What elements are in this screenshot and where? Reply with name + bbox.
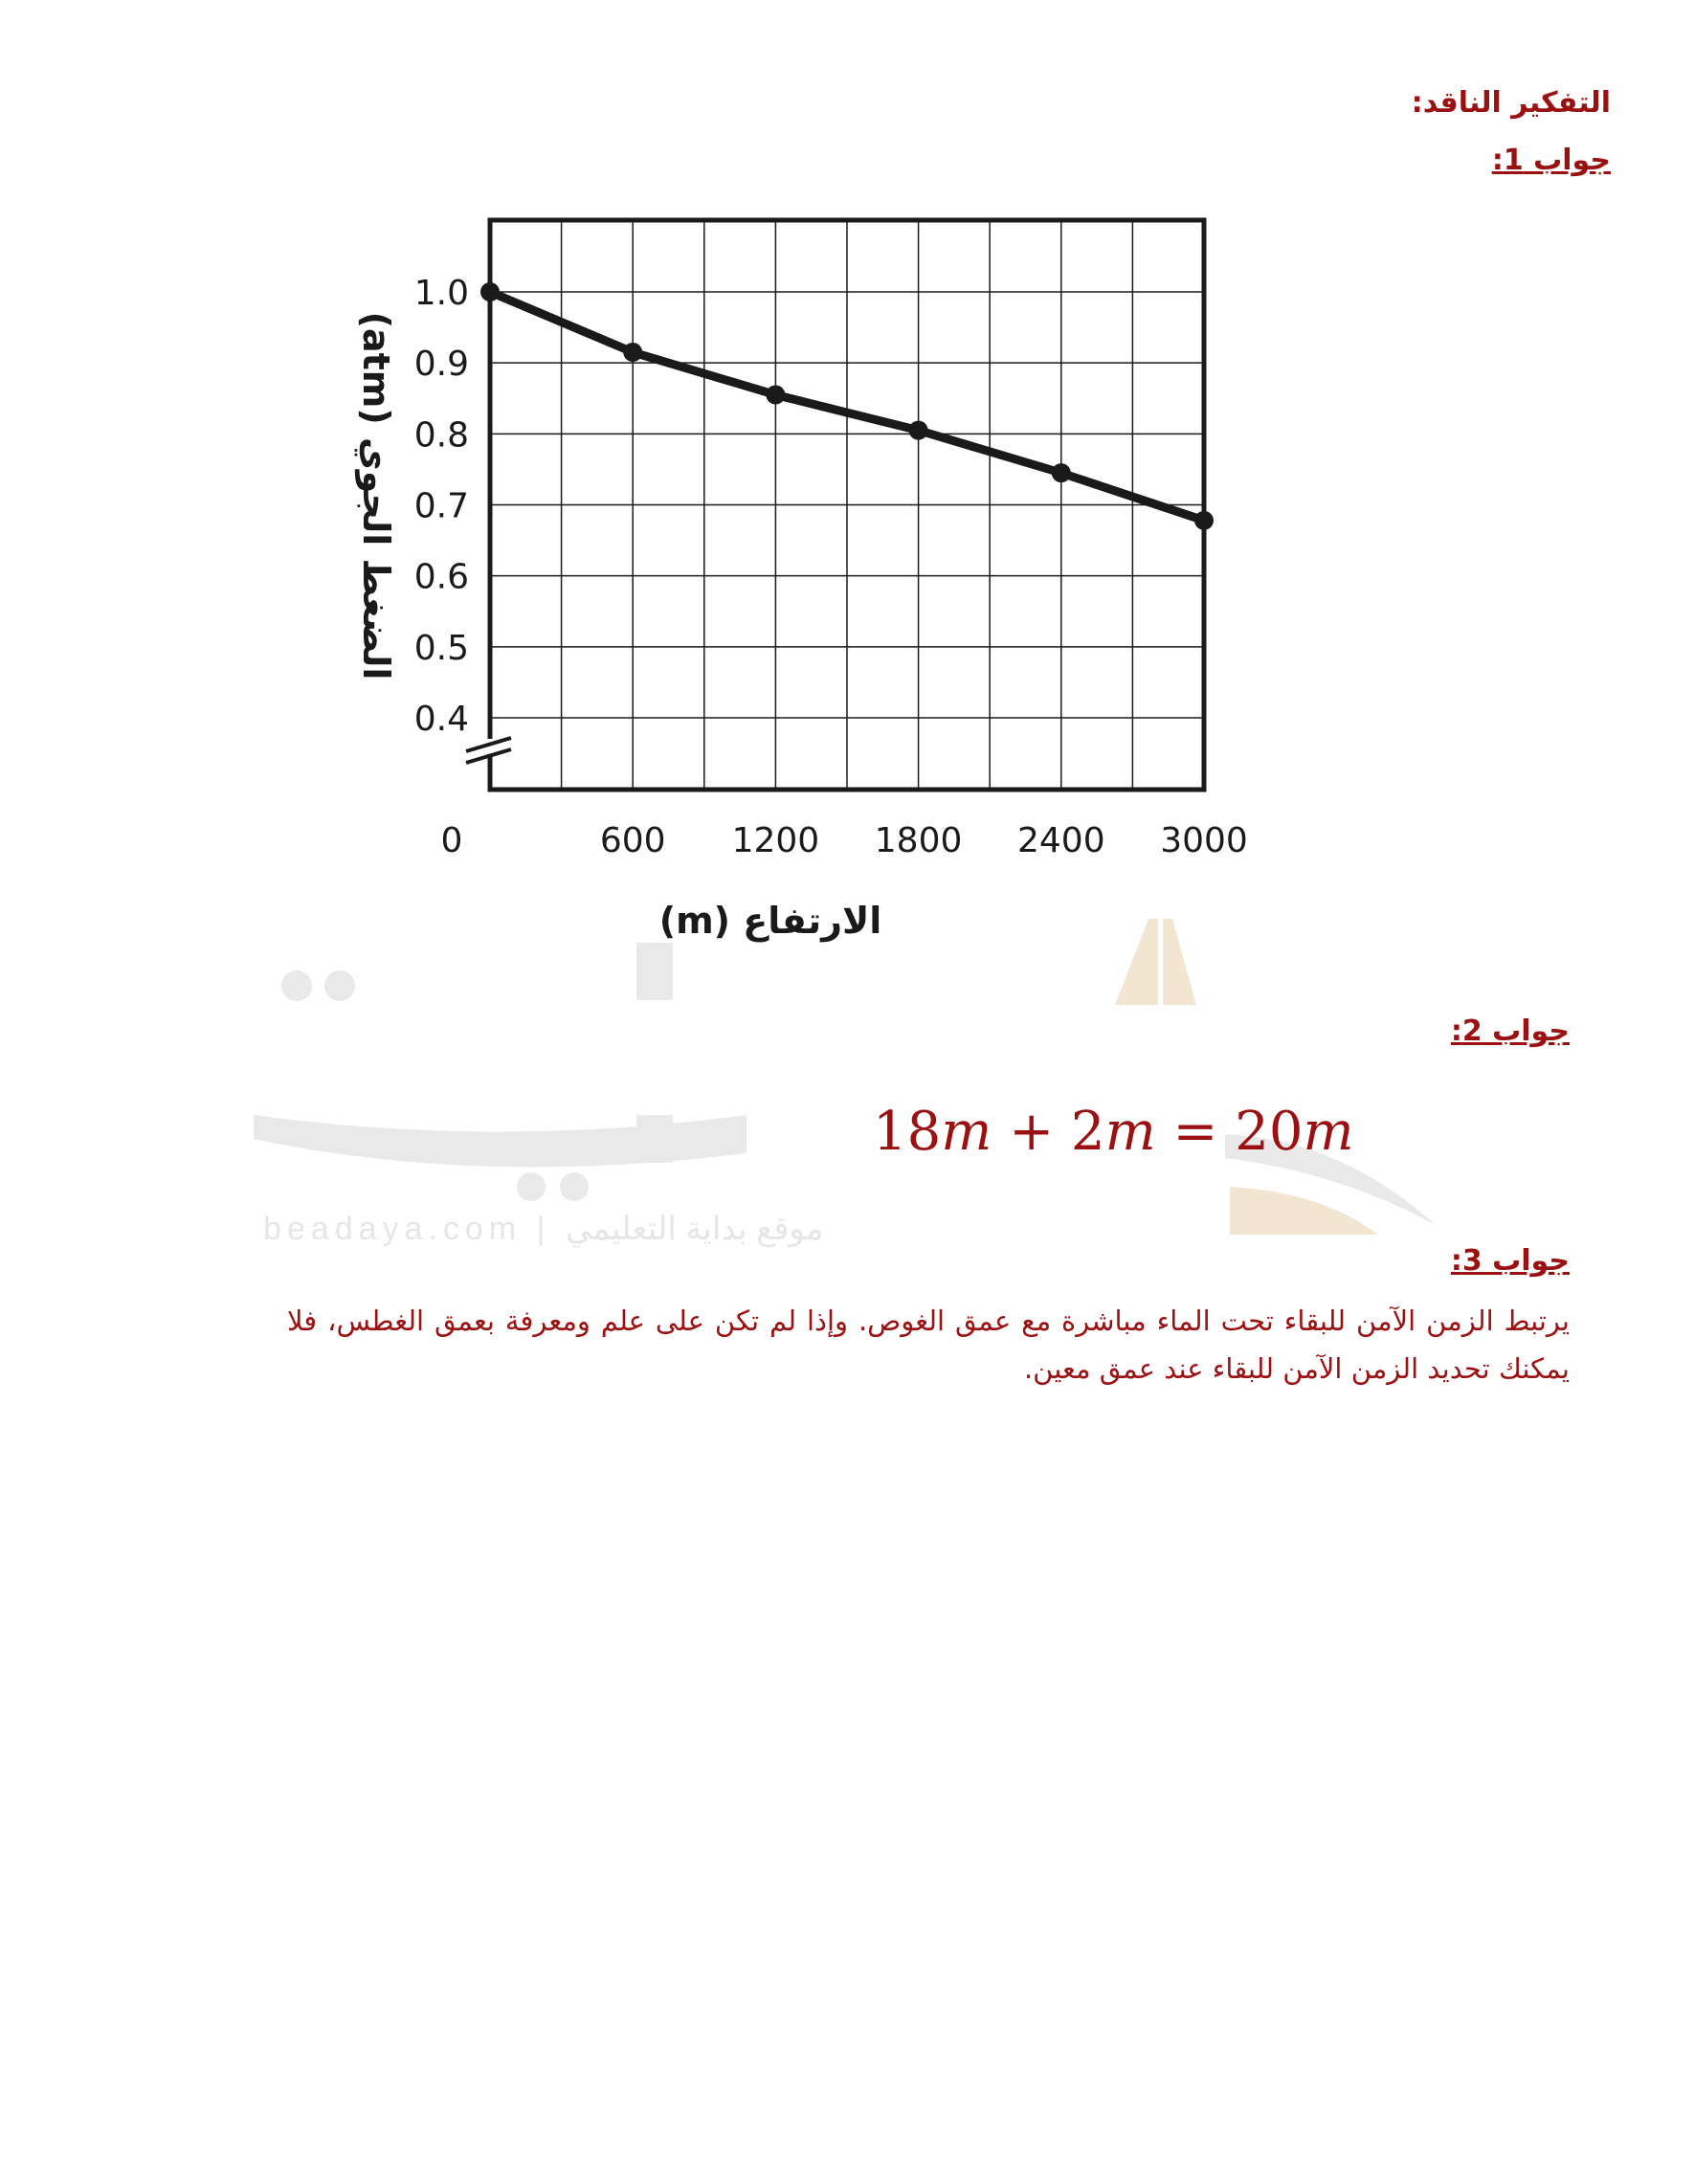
x-tick-label: 3000 bbox=[1160, 821, 1248, 860]
section-title: التفكير الناقد: bbox=[1411, 86, 1611, 120]
y-tick-label: 0.8 bbox=[413, 415, 469, 456]
y-tick-label: 0.5 bbox=[413, 628, 469, 668]
equation-unit-c: m bbox=[1303, 1101, 1354, 1163]
equation-unit-a: m bbox=[941, 1101, 992, 1163]
data-point bbox=[766, 386, 785, 405]
chart-grid bbox=[490, 220, 1204, 790]
x-tick-label: 2400 bbox=[1016, 821, 1105, 860]
answer-1-label: جواب 1: bbox=[1491, 144, 1611, 177]
y-tick-labels bbox=[414, 274, 469, 739]
data-point bbox=[1052, 463, 1071, 482]
y-tick-label: 0.4 bbox=[413, 700, 469, 739]
equation-term-b: 2 bbox=[1070, 1101, 1105, 1163]
data-point bbox=[480, 282, 500, 301]
y-tick-label: 0.9 bbox=[413, 345, 469, 385]
y-axis-label: الضغط الجوي (atm) bbox=[355, 311, 397, 680]
y-tick-label: 1.0 bbox=[413, 274, 469, 313]
equation bbox=[873, 1101, 1354, 1163]
x-tick-label: 1200 bbox=[731, 821, 820, 860]
data-point bbox=[1194, 511, 1214, 530]
equation-term-c: 20 bbox=[1235, 1101, 1304, 1163]
equation-plus: + bbox=[1009, 1101, 1055, 1163]
equation-unit-b: m bbox=[1104, 1101, 1156, 1163]
equation-equals: = bbox=[1172, 1101, 1218, 1163]
watermark-text: beadaya.com | موقع بداية التعليمي bbox=[263, 1211, 824, 1247]
x-axis-label: الارتفاع (m) bbox=[658, 900, 882, 942]
x-tick-label: 0 bbox=[440, 821, 463, 860]
answer-3-text: يرتبط الزمن الآمن للبقاء تحت الماء مباشرة مع عمق الغوص. وإذا لم تكن على علم ومعرفة بعمق الغطس، فلا يمكنك تحديد الزمن الآمن للبقاء عند عمق معين. bbox=[287, 1304, 1570, 1385]
x-tick-label: 1800 bbox=[874, 821, 963, 860]
pressure-altitude-chart bbox=[316, 191, 1273, 976]
answer-3-label: جواب 3: bbox=[1450, 1244, 1570, 1278]
equation-term-a: 18 bbox=[873, 1101, 942, 1163]
x-tick-labels bbox=[441, 821, 1248, 860]
data-point bbox=[623, 343, 642, 362]
data-point bbox=[909, 421, 928, 440]
y-tick-label: 0.6 bbox=[413, 557, 469, 597]
y-tick-label: 0.7 bbox=[413, 486, 469, 526]
x-tick-label: 600 bbox=[599, 821, 666, 860]
answer-2-label: جواب 2: bbox=[1450, 1014, 1570, 1048]
